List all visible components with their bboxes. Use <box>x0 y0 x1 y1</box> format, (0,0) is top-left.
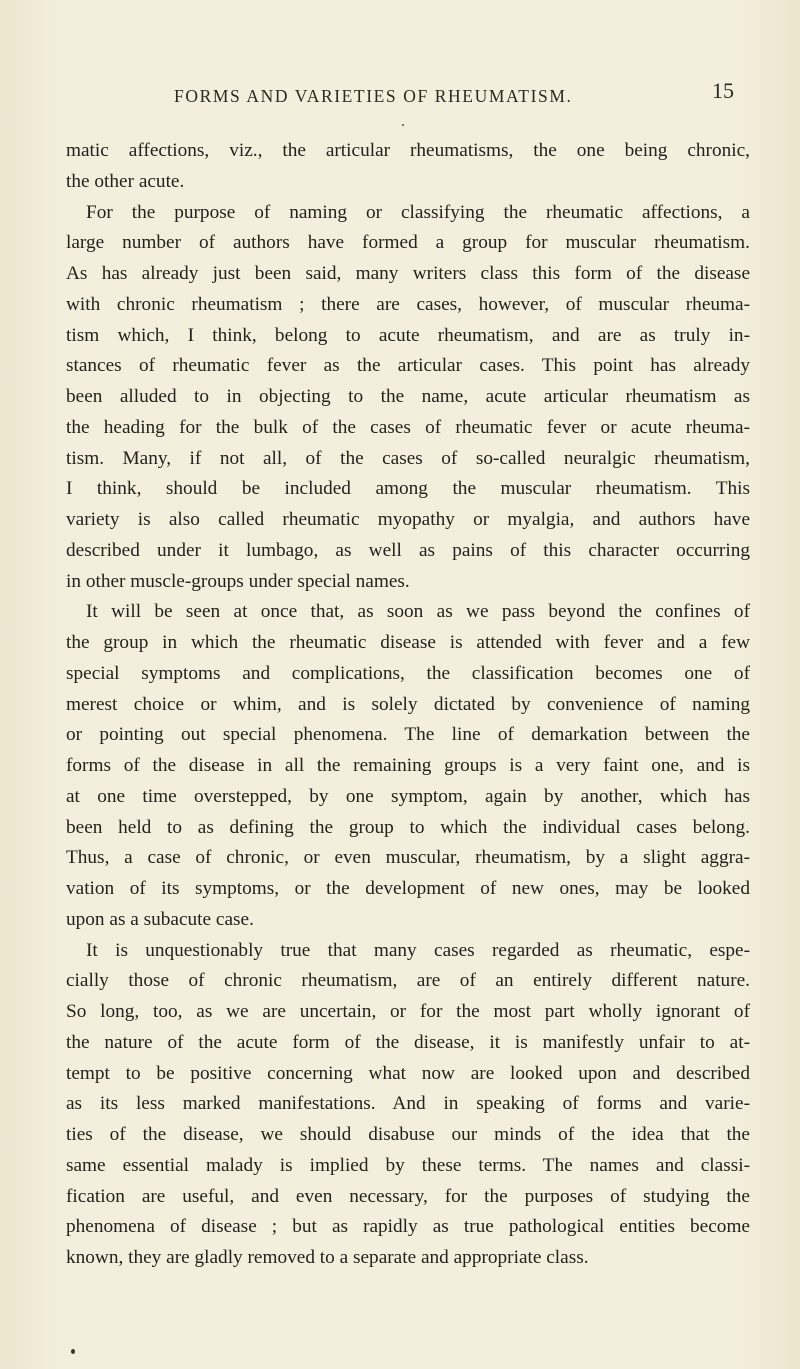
text-line: fication are useful, and even necessary, for the purposes of studying the <box>66 1185 750 1207</box>
text-line: same essential malady is implied by these terms. The names and classi- <box>66 1154 750 1176</box>
text-line: cially those of chronic rheumatism, are of an entirely different nature. <box>66 970 750 992</box>
text-line: So long, too, as we are uncertain, or for the most part wholly ignorant of <box>66 1001 750 1022</box>
ink-speck <box>402 124 404 126</box>
text-line: been held to as defining the group to which the individual cases belong. <box>66 816 750 838</box>
text-line: It will be seen at once that, as soon as we pass beyond the confines of <box>86 601 750 623</box>
text-line: in other muscle-groups under special names. <box>66 570 410 592</box>
text-line: For the purpose of naming or classifying the rheumatic affections, a <box>86 201 750 223</box>
text-line: tism which, I think, belong to acute rheumatism, and are as truly in- <box>66 324 750 346</box>
text-line: tempt to be positive concerning what now are looked upon and described <box>66 1062 750 1084</box>
text-line: large number of authors have formed a group for muscular rheumatism. <box>66 232 750 254</box>
text-line: special symptoms and complications, the classification becomes one of <box>66 662 750 684</box>
text-line: been alluded to in objecting to the name, acute articular rheumatism as <box>66 386 750 407</box>
text-line: known, they are gladly removed to a separate and appropriate class. <box>66 1247 589 1268</box>
text-line: variety is also called rheumatic myopathy or myalgia, and authors have <box>66 509 750 530</box>
running-head: FORMS AND VARIETIES OF RHEUMATISM. <box>174 86 573 106</box>
text-line: at one time overstepped, by one symptom, again by another, which has <box>66 785 750 807</box>
text-line: phenomena of disease ; but as rapidly as true pathological entities become <box>66 1216 750 1238</box>
text-line: upon as a subacute case. <box>66 908 254 930</box>
text-line: It is unquestionably true that many cases regarded as rheumatic, espe- <box>86 939 750 961</box>
text-line: I think, should be included among the muscular rheumatism. This <box>66 478 750 500</box>
page-number: 15 <box>712 78 734 103</box>
text-line: tism. Many, if not all, of the cases of so-called neuralgic rheumatism, <box>66 447 750 469</box>
text-line: the nature of the acute form of the disease, it is manifestly unfair to at- <box>66 1031 750 1053</box>
text-line: or pointing out special phenomena. The line of demarkation between the <box>66 724 750 746</box>
text-line: with chronic rheumatism ; there are cases, however, of muscular rheuma- <box>66 293 750 315</box>
ink-speck <box>71 1349 75 1354</box>
text-line: the group in which the rheumatic disease is attended with fever and a few <box>66 632 750 653</box>
text-line: matic affections, viz., the articular rheumatisms, the one being chronic, <box>66 140 750 161</box>
body-text <box>66 136 750 1274</box>
text-line: as its less marked manifestations. And in speaking of forms and varie- <box>66 1093 750 1115</box>
text-line: Thus, a case of chronic, or even muscular, rheumatism, by a slight aggra- <box>66 847 750 869</box>
text-line: the heading for the bulk of the cases of rheumatic fever or acute rheuma- <box>66 416 750 438</box>
text-line: vation of its symptoms, or the development of new ones, may be looked <box>66 878 750 899</box>
text-line: described under it lumbago, as well as pains of this character occurring <box>66 539 750 561</box>
text-line: the other acute. <box>66 170 185 192</box>
text-line: merest choice or whim, and is solely dictated by convenience of naming <box>66 693 750 715</box>
text-line: forms of the disease in all the remaining groups is a very faint one, and is <box>66 755 750 776</box>
text-line: stances of rheumatic fever as the articular cases. This point has already <box>66 355 750 377</box>
text-line: As has already just been said, many writers class this form of the disease <box>66 263 750 284</box>
text-line: ties of the disease, we should disabuse our minds of the idea that the <box>66 1124 750 1145</box>
